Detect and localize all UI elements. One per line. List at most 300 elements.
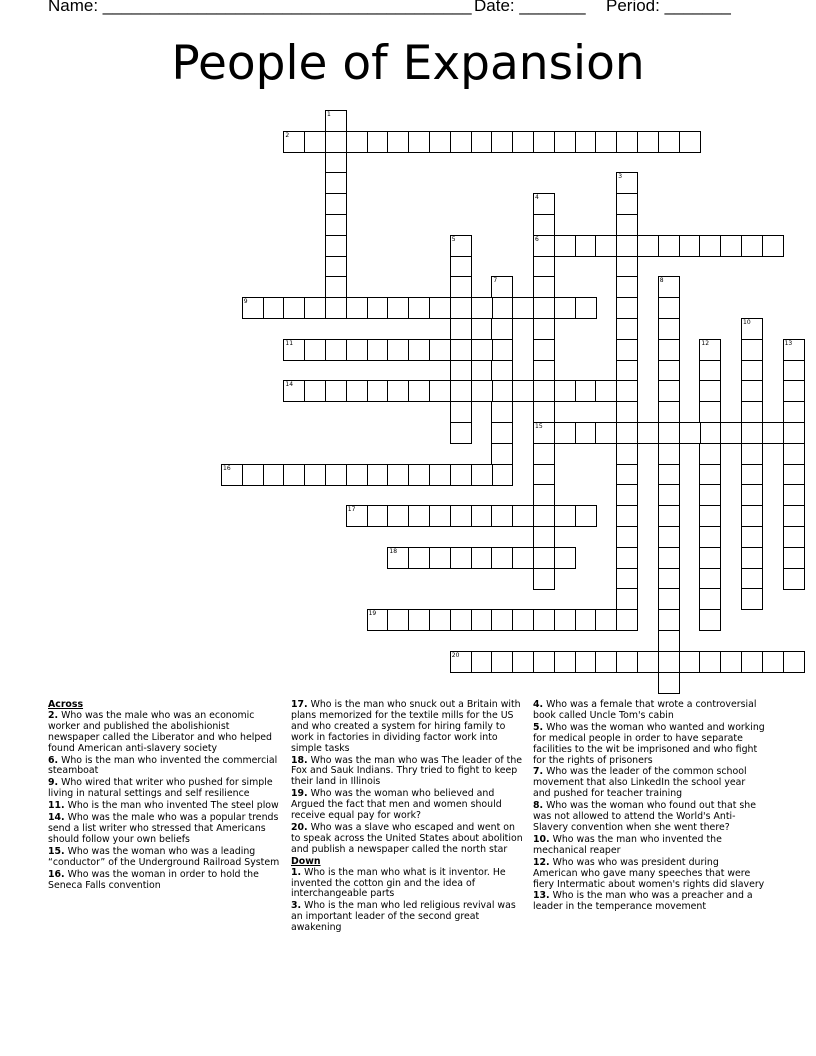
crossword-cell[interactable]: [533, 193, 555, 215]
crossword-cell[interactable]: [533, 609, 555, 631]
crossword-cell[interactable]: [242, 464, 264, 486]
crossword-cell[interactable]: [429, 297, 451, 319]
crossword-cell[interactable]: [491, 464, 513, 486]
crossword-cell[interactable]: [533, 339, 555, 361]
crossword-cell[interactable]: [450, 505, 472, 527]
crossword-cell[interactable]: [533, 464, 555, 486]
crossword-cell[interactable]: [699, 422, 721, 444]
crossword-cell[interactable]: [741, 318, 763, 340]
crossword-cell[interactable]: [491, 276, 513, 298]
crossword-cell[interactable]: [346, 464, 368, 486]
crossword-cell[interactable]: [679, 235, 701, 257]
crossword-cell[interactable]: [658, 297, 680, 319]
crossword-cell[interactable]: [367, 609, 389, 631]
crossword-cell[interactable]: [658, 360, 680, 382]
crossword-cell[interactable]: [367, 505, 389, 527]
crossword-cell[interactable]: [533, 256, 555, 278]
crossword-cell[interactable]: [533, 297, 555, 319]
clue-number: 1: [327, 111, 331, 118]
crossword-cell[interactable]: [783, 568, 805, 590]
crossword-cell[interactable]: [283, 464, 305, 486]
crossword-cell[interactable]: [658, 131, 680, 153]
crossword-cell[interactable]: [533, 276, 555, 298]
crossword-cell[interactable]: [450, 318, 472, 340]
crossword-cell[interactable]: [616, 609, 638, 631]
crossword-cell[interactable]: [408, 339, 430, 361]
crossword-cell[interactable]: [658, 547, 680, 569]
crossword-cell[interactable]: [679, 651, 701, 673]
crossword-cell[interactable]: [658, 484, 680, 506]
crossword-cell[interactable]: [450, 235, 472, 257]
clue-text: Who was the male who was an economic worker and published the abolishionist newspaper called the Liberator and who helped found American anti-slavery society: [48, 709, 273, 754]
crossword-cell[interactable]: [741, 547, 763, 569]
crossword-cell[interactable]: [658, 276, 680, 298]
crossword-cell[interactable]: [616, 360, 638, 382]
crossword-cell[interactable]: [533, 505, 555, 527]
crossword-cell[interactable]: [450, 360, 472, 382]
crossword-cell[interactable]: [616, 526, 638, 548]
crossword-cell[interactable]: [679, 422, 701, 444]
clue-number: 20: [451, 651, 460, 659]
crossword-cell[interactable]: [533, 526, 555, 548]
crossword-cell[interactable]: [283, 297, 305, 319]
crossword-cell[interactable]: [658, 588, 680, 610]
crossword-cell[interactable]: [762, 651, 784, 673]
crossword-cell[interactable]: [387, 131, 409, 153]
crossword-cell[interactable]: [429, 339, 451, 361]
crossword-cell[interactable]: [512, 505, 534, 527]
crossword-cell[interactable]: [699, 588, 721, 610]
crossword-cell[interactable]: [616, 235, 638, 257]
crossword-cell[interactable]: [346, 297, 368, 319]
crossword-cell[interactable]: [304, 131, 326, 153]
crossword-cell[interactable]: [616, 297, 638, 319]
crossword-cell[interactable]: [595, 131, 617, 153]
crossword-cell[interactable]: [741, 464, 763, 486]
crossword-cell[interactable]: [575, 131, 597, 153]
crossword-cell[interactable]: [346, 380, 368, 402]
crossword-cell[interactable]: [450, 464, 472, 486]
crossword-cell[interactable]: [658, 651, 680, 673]
crossword-cell[interactable]: [595, 380, 617, 402]
crossword-cell[interactable]: [554, 651, 576, 673]
clue-column-1: [48, 700, 280, 892]
crossword-cell[interactable]: [533, 484, 555, 506]
crossword-cell[interactable]: [512, 547, 534, 569]
crossword-cell[interactable]: [658, 318, 680, 340]
crossword-cell[interactable]: [741, 484, 763, 506]
crossword-cell[interactable]: [346, 131, 368, 153]
crossword-cell[interactable]: [429, 505, 451, 527]
crossword-cell[interactable]: [471, 131, 493, 153]
crossword-cell[interactable]: [741, 401, 763, 423]
crossword-cell[interactable]: [387, 297, 409, 319]
crossword-cell[interactable]: [720, 422, 742, 444]
crossword-cell[interactable]: [616, 505, 638, 527]
crossword-cell[interactable]: [616, 547, 638, 569]
crossword-cell[interactable]: [616, 484, 638, 506]
clue-text: Who was the male who was a popular trends send a list writer who stressed that Americans should follow your own beliefs: [48, 812, 279, 845]
crossword-cell[interactable]: [658, 505, 680, 527]
clue-text: Who was the woman who believed and Argued the fact that men and women should receive equal pay for work?: [291, 788, 502, 822]
crossword-cell[interactable]: [658, 422, 680, 444]
crossword-cell[interactable]: [616, 401, 638, 423]
crossword-cell[interactable]: [616, 380, 638, 402]
crossword-cell[interactable]: [658, 464, 680, 486]
crossword-cell[interactable]: [471, 297, 493, 319]
clue-number: 1.: [291, 866, 302, 878]
clue-text: Who was the woman who was a leading “conductor” of the Underground Railroad System: [48, 845, 280, 868]
crossword-cell[interactable]: [679, 131, 701, 153]
crossword-cell[interactable]: [387, 547, 409, 569]
crossword-cell[interactable]: [325, 152, 347, 174]
crossword-cell[interactable]: [512, 651, 534, 673]
crossword-cell[interactable]: [429, 380, 451, 402]
crossword-cell[interactable]: [741, 443, 763, 465]
clue-number: 12.: [533, 856, 550, 868]
crossword-cell[interactable]: [554, 547, 576, 569]
crossword-cell[interactable]: [408, 505, 430, 527]
crossword-cell[interactable]: [533, 235, 555, 257]
crossword-cell[interactable]: [325, 464, 347, 486]
crossword-cell[interactable]: [616, 276, 638, 298]
clue-text: Who was the leader of the common school movement that also LinkedIn the school year and pushed for teacher training: [533, 766, 747, 800]
crossword-cell[interactable]: [471, 380, 493, 402]
crossword-cell[interactable]: [554, 422, 576, 444]
crossword-cell[interactable]: [658, 380, 680, 402]
crossword-cell[interactable]: [595, 235, 617, 257]
crossword-cell[interactable]: [783, 422, 805, 444]
crossword-cell[interactable]: [783, 380, 805, 402]
crossword-cell[interactable]: [471, 547, 493, 569]
crossword-cell[interactable]: [554, 297, 576, 319]
crossword-cell[interactable]: [637, 131, 659, 153]
crossword-cell[interactable]: [741, 651, 763, 673]
crossword-cell[interactable]: [720, 651, 742, 673]
crossword-cell[interactable]: [387, 339, 409, 361]
crossword-cell[interactable]: [450, 339, 472, 361]
crossword-cell[interactable]: [387, 464, 409, 486]
crossword-cell[interactable]: [595, 422, 617, 444]
crossword-cell[interactable]: [616, 422, 638, 444]
crossword-cell[interactable]: [325, 193, 347, 215]
crossword-cell[interactable]: [783, 526, 805, 548]
crossword-cell[interactable]: [450, 422, 472, 444]
crossword-cell[interactable]: [325, 276, 347, 298]
crossword-cell[interactable]: [699, 484, 721, 506]
crossword-cell[interactable]: [699, 339, 721, 361]
crossword-cell[interactable]: [471, 505, 493, 527]
across-clue: [291, 789, 523, 822]
crossword-cell[interactable]: [491, 422, 513, 444]
crossword-cell[interactable]: [491, 360, 513, 382]
clue-number: 2.: [48, 709, 59, 721]
crossword-cell[interactable]: [471, 464, 493, 486]
crossword-cell[interactable]: [429, 131, 451, 153]
crossword-cell[interactable]: [554, 505, 576, 527]
crossword-cell[interactable]: [304, 339, 326, 361]
crossword-cell[interactable]: [658, 568, 680, 590]
clue-number: 3.: [291, 900, 302, 912]
clue-number: 13.: [533, 890, 550, 902]
crossword-cell[interactable]: [325, 131, 347, 153]
crossword-cell[interactable]: [429, 609, 451, 631]
crossword-cell[interactable]: [616, 443, 638, 465]
crossword-cell[interactable]: [595, 651, 617, 673]
crossword-cell[interactable]: [512, 380, 534, 402]
crossword-cell[interactable]: [741, 235, 763, 257]
period-field-label: Period: _______: [606, 0, 731, 15]
crossword-cell[interactable]: [720, 235, 742, 257]
crossword-cell[interactable]: [512, 131, 534, 153]
crossword-cell[interactable]: [533, 380, 555, 402]
crossword-cell[interactable]: [699, 609, 721, 631]
crossword-cell[interactable]: [533, 568, 555, 590]
crossword-cell[interactable]: [325, 172, 347, 194]
crossword-cell[interactable]: [325, 297, 347, 319]
crossword-cell[interactable]: [762, 235, 784, 257]
crossword-cell[interactable]: [699, 526, 721, 548]
crossword-cell[interactable]: [658, 443, 680, 465]
crossword-cell[interactable]: [783, 339, 805, 361]
clue-number: 15.: [48, 845, 65, 857]
crossword-cell[interactable]: [367, 339, 389, 361]
crossword-cell[interactable]: [783, 505, 805, 527]
crossword-cell[interactable]: [616, 214, 638, 236]
crossword-cell[interactable]: [616, 339, 638, 361]
page-title: People of Expansion: [171, 36, 645, 91]
clue-text: Who is the man who led religious revival was an important leader of the second great awakening: [291, 900, 516, 934]
crossword-cell[interactable]: [783, 547, 805, 569]
crossword-cell[interactable]: [325, 235, 347, 257]
crossword-cell[interactable]: [658, 630, 680, 652]
clue-text: Who was the woman who found out that she was not allowed to attend the World's Anti-Slavery convention when she went there?: [533, 800, 756, 833]
crossword-cell[interactable]: [491, 505, 513, 527]
crossword-cell[interactable]: [741, 526, 763, 548]
crossword-cell[interactable]: [429, 464, 451, 486]
crossword-cell[interactable]: [325, 110, 347, 132]
clue-number: 18: [389, 547, 398, 555]
crossword-cell[interactable]: [491, 651, 513, 673]
crossword-cell[interactable]: [783, 443, 805, 465]
crossword-cell[interactable]: [491, 339, 513, 361]
clue-text: Who is the man who snuck out a Britain with plans memorized for the textile mills for the US and who created a system for hiring family to work in factories in dividing factor work into simple tasks: [291, 699, 521, 754]
crossword-cell[interactable]: [491, 401, 513, 423]
crossword-cell[interactable]: [658, 401, 680, 423]
crossword-cell[interactable]: [325, 380, 347, 402]
crossword-cell[interactable]: [533, 318, 555, 340]
crossword-cell[interactable]: [450, 276, 472, 298]
crossword-cell[interactable]: [346, 505, 368, 527]
crossword-cell[interactable]: [658, 672, 680, 694]
crossword-cell[interactable]: [367, 380, 389, 402]
crossword-cell[interactable]: [699, 443, 721, 465]
crossword-cell[interactable]: [554, 380, 576, 402]
crossword-cell[interactable]: [450, 297, 472, 319]
crossword-cell[interactable]: [450, 609, 472, 631]
crossword-cell[interactable]: [408, 380, 430, 402]
crossword-cell[interactable]: [491, 297, 513, 319]
crossword-cell[interactable]: [616, 568, 638, 590]
crossword-cell[interactable]: [408, 464, 430, 486]
crossword-cell[interactable]: [699, 235, 721, 257]
clue-column-2: [291, 700, 523, 935]
crossword-cell[interactable]: [408, 297, 430, 319]
clue-number: 7: [493, 277, 498, 285]
crossword-cell[interactable]: [304, 464, 326, 486]
crossword-cell[interactable]: [471, 651, 493, 673]
crossword-cell[interactable]: [699, 401, 721, 423]
crossword-cell[interactable]: [512, 609, 534, 631]
crossword-cell[interactable]: [471, 609, 493, 631]
crossword-cell[interactable]: [741, 360, 763, 382]
clue-number: 20.: [291, 821, 308, 833]
crossword-cell[interactable]: [387, 380, 409, 402]
crossword-cell[interactable]: [450, 401, 472, 423]
crossword-cell[interactable]: [616, 193, 638, 215]
crossword-cell[interactable]: [783, 484, 805, 506]
crossword-cell[interactable]: [408, 131, 430, 153]
clue-text: Who is the man who was a preacher and a leader in the temperance movement: [533, 890, 753, 913]
across-clue: [48, 847, 280, 869]
clue-number: 14: [285, 381, 294, 389]
crossword-cell[interactable]: [533, 131, 555, 153]
crossword-cell[interactable]: [450, 380, 472, 402]
crossword-cell[interactable]: [408, 609, 430, 631]
clue-number: 5: [451, 235, 456, 243]
crossword-cell[interactable]: [304, 380, 326, 402]
crossword-cell[interactable]: [741, 339, 763, 361]
crossword-cell[interactable]: [554, 609, 576, 631]
crossword-cell[interactable]: [367, 131, 389, 153]
crossword-cell[interactable]: [533, 651, 555, 673]
crossword-cell[interactable]: [575, 609, 597, 631]
crossword-cell[interactable]: [346, 339, 368, 361]
crossword-cell[interactable]: [491, 547, 513, 569]
crossword-cell[interactable]: [741, 422, 763, 444]
crossword-cell[interactable]: [450, 256, 472, 278]
crossword-cell[interactable]: [699, 464, 721, 486]
crossword-cell[interactable]: [595, 609, 617, 631]
crossword-cell[interactable]: [575, 380, 597, 402]
crossword-cell[interactable]: [699, 505, 721, 527]
crossword-cell[interactable]: [575, 505, 597, 527]
crossword-cell[interactable]: [616, 256, 638, 278]
crossword-cell[interactable]: [741, 380, 763, 402]
crossword-cell[interactable]: [263, 464, 285, 486]
down-clue: [533, 700, 765, 722]
crossword-cell[interactable]: [616, 131, 638, 153]
crossword-cell[interactable]: [387, 609, 409, 631]
crossword-cell[interactable]: [658, 339, 680, 361]
crossword-cell[interactable]: [658, 609, 680, 631]
crossword-cell[interactable]: [637, 235, 659, 257]
crossword-cell[interactable]: [783, 401, 805, 423]
crossword-cell[interactable]: [783, 464, 805, 486]
clue-text: Who was the man who was The leader of the Fox and Sauk Indians. Thry tried to fight to keep their land in Illinois: [291, 754, 523, 788]
crossword-cell[interactable]: [367, 297, 389, 319]
crossword-cell[interactable]: [512, 297, 534, 319]
crossword-cell[interactable]: [699, 568, 721, 590]
crossword-cell[interactable]: [616, 651, 638, 673]
crossword-cell[interactable]: [658, 235, 680, 257]
crossword-cell[interactable]: [658, 526, 680, 548]
crossword-cell[interactable]: [450, 547, 472, 569]
crossword-cell[interactable]: [387, 505, 409, 527]
across-clue: [48, 870, 280, 892]
crossword-cell[interactable]: [491, 318, 513, 340]
crossword-cell[interactable]: [741, 505, 763, 527]
crossword-cell[interactable]: [533, 547, 555, 569]
crossword-cell[interactable]: [616, 588, 638, 610]
crossword-cell[interactable]: [575, 422, 597, 444]
crossword-cell[interactable]: [429, 547, 451, 569]
crossword-cell[interactable]: [283, 131, 305, 153]
crossword-cell[interactable]: [450, 651, 472, 673]
crossword-cell[interactable]: [762, 422, 784, 444]
crossword-cell[interactable]: [637, 422, 659, 444]
crossword-cell[interactable]: [367, 464, 389, 486]
crossword-cell[interactable]: [616, 172, 638, 194]
crossword-cell[interactable]: [533, 360, 555, 382]
crossword-cell[interactable]: [491, 443, 513, 465]
crossword-cell[interactable]: [616, 464, 638, 486]
crossword-cell[interactable]: [575, 235, 597, 257]
crossword-cell[interactable]: [699, 380, 721, 402]
crossword-cell[interactable]: [575, 651, 597, 673]
crossword-cell[interactable]: [325, 339, 347, 361]
clue-text: Who wired that writer who pushed for simple living in natural settings and self resilience: [48, 777, 273, 800]
clue-number: 16: [223, 464, 231, 472]
crossword-cell[interactable]: [533, 422, 555, 444]
crossword-cell[interactable]: [471, 339, 493, 361]
crossword-cell[interactable]: [699, 360, 721, 382]
crossword-cell[interactable]: [491, 380, 513, 402]
across-clue: [291, 700, 523, 755]
crossword-cell[interactable]: [283, 380, 305, 402]
crossword-cell[interactable]: [283, 339, 305, 361]
crossword-cell[interactable]: [616, 318, 638, 340]
crossword-cell[interactable]: [575, 297, 597, 319]
crossword-cell[interactable]: [533, 443, 555, 465]
crossword-cell[interactable]: [491, 609, 513, 631]
crossword-cell[interactable]: [242, 297, 264, 319]
crossword-cell[interactable]: [554, 131, 576, 153]
crossword-cell[interactable]: [699, 651, 721, 673]
crossword-cell[interactable]: [325, 214, 347, 236]
crossword-cell[interactable]: [741, 568, 763, 590]
crossword-cell[interactable]: [450, 131, 472, 153]
crossword-cell[interactable]: [533, 401, 555, 423]
clue-number: 17.: [291, 699, 308, 710]
crossword-cell[interactable]: [741, 588, 763, 610]
crossword-cell[interactable]: [637, 651, 659, 673]
crossword-cell[interactable]: [263, 297, 285, 319]
crossword-cell[interactable]: [408, 547, 430, 569]
crossword-cell[interactable]: [783, 651, 805, 673]
crossword-cell[interactable]: [221, 464, 243, 486]
crossword-cell[interactable]: [699, 547, 721, 569]
crossword-cell[interactable]: [533, 214, 555, 236]
across-clue: [48, 711, 280, 755]
crossword-cell[interactable]: [491, 131, 513, 153]
crossword-cell[interactable]: [783, 360, 805, 382]
clue-text: Who was the woman in order to hold the Seneca Falls convention: [48, 868, 259, 891]
crossword-cell[interactable]: [325, 256, 347, 278]
crossword-cell[interactable]: [304, 297, 326, 319]
clue-number: 9.: [48, 777, 59, 789]
crossword-cell[interactable]: [554, 235, 576, 257]
